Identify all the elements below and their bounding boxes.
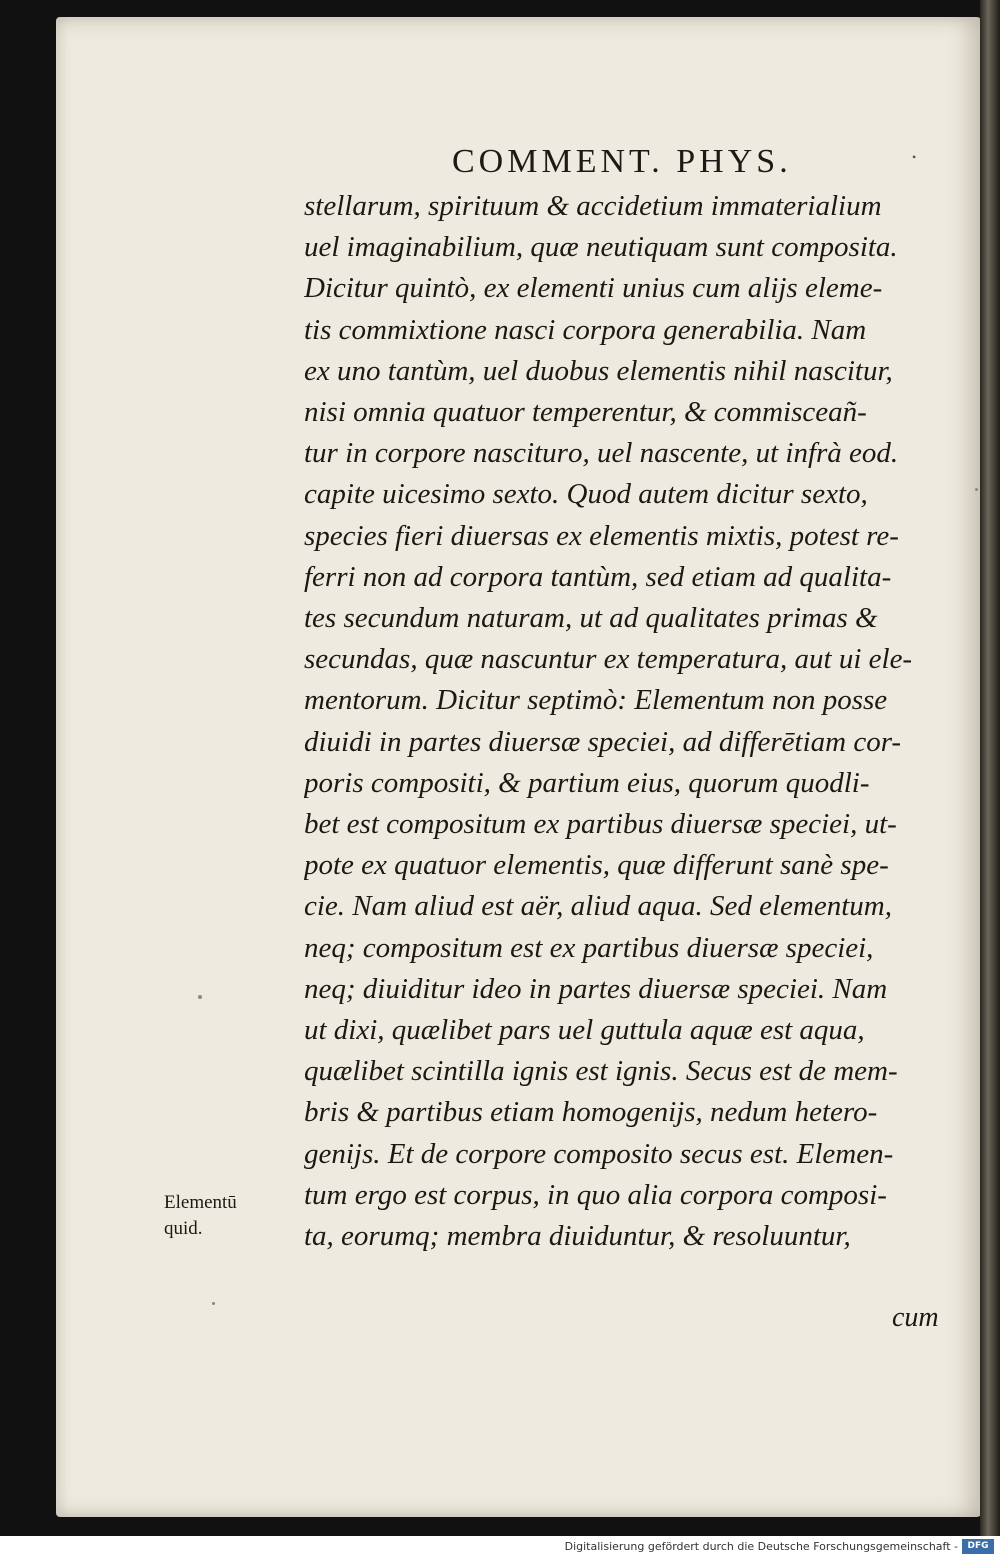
- text-line: neq; compositum est ex partibus diuersæ speciei,: [304, 931, 874, 964]
- ornament-mark: •: [912, 150, 917, 164]
- paper-speck: [975, 488, 978, 491]
- footer-bar: [0, 1536, 1000, 1558]
- text-line: pote ex quatuor elementis, quæ differunt sanè spe-: [304, 849, 889, 882]
- text-line: species fieri diuersas ex elementis mixtis, potest re-: [304, 519, 899, 552]
- text-line: stellarum, spirituum & accidetium immaterialium: [304, 190, 882, 222]
- text-line: mentorum. Dicitur septimò: Elementum non posse: [304, 684, 888, 717]
- text-line: bris & partibus etiam homogenijs, nedum hetero-: [304, 1096, 878, 1129]
- text-line: capite uicesimo sexto. Quod autem dicitur sexto,: [304, 478, 868, 511]
- text-line: diuidi in partes diuersæ speciei, ad differētiam cor-: [304, 725, 902, 758]
- text-line: ferri non ad corpora tantùm, sed etiam ad qualita-: [304, 560, 892, 593]
- text-line: tum ergo est corpus, in quo alia corpora composi-: [304, 1178, 887, 1211]
- text-line: secundas, quæ nascuntur ex temperatura, aut ui ele-: [304, 643, 913, 676]
- margin-note: [164, 1190, 294, 1242]
- footer-credit: Digitalisierung gefördert durch die Deutsche Forschungsgemeinschaft -: [564, 1540, 958, 1553]
- catchword: cum: [892, 1302, 939, 1333]
- paper-speck: [198, 995, 202, 999]
- text-line: ut dixi, quælibet pars uel guttula aquæ est aqua,: [304, 1014, 865, 1047]
- text-line: cie. Nam aliud est aër, aliud aqua. Sed elementum,: [304, 890, 892, 923]
- book-edge: [980, 0, 1000, 1536]
- text-line: tes secundum naturam, ut ad qualitates primas &: [304, 602, 878, 635]
- text-line: bet est compositum ex partibus diuersæ speciei, ut-: [304, 808, 897, 841]
- text-line: tis commixtione nasci corpora generabilia. Nam: [304, 313, 867, 346]
- text-line: genijs. Et de corpore composito secus est. Elemen-: [304, 1137, 894, 1170]
- text-line: nisi omnia quatuor temperentur, & commisceañ-: [304, 396, 867, 429]
- text-line: ex uno tantùm, uel duobus elementis nihil nascitur,: [304, 354, 893, 387]
- text-line: Dicitur quintò, ex elementi unius cum alijs eleme-: [304, 272, 883, 305]
- running-head: COMMENT. PHYS.: [452, 143, 792, 180]
- text-line: quælibet scintilla ignis est ignis. Secus est de mem-: [304, 1055, 898, 1088]
- body-text: [304, 186, 964, 1257]
- dfg-logo: DFG: [962, 1539, 994, 1554]
- paper-speck: [212, 1302, 215, 1305]
- text-line: tur in corpore nasciturо, uel nascente, ut infrà eod.: [304, 437, 899, 470]
- text-line: ta, eorumq; membra diuiduntur, & resoluuntur,: [304, 1220, 851, 1253]
- margin-note-line: quid.: [164, 1218, 203, 1239]
- text-line: poris compositi, & partium eius, quorum quodli-: [304, 766, 870, 799]
- text-line: neq; diuiditur ideo in partes diuersæ speciei. Nam: [304, 972, 888, 1005]
- margin-note-line: Elementū: [164, 1192, 237, 1213]
- text-line: uel imaginabilium, quæ neutiquam sunt composita.: [304, 231, 898, 264]
